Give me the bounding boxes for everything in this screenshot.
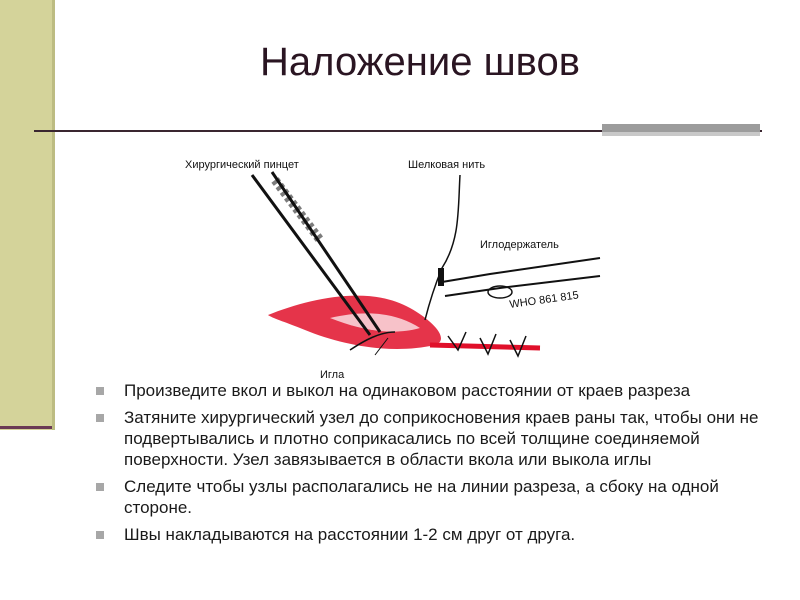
suturing-illustration — [180, 150, 620, 380]
bullet-marker — [96, 414, 104, 422]
bullet-item — [94, 380, 774, 401]
bullet-marker — [96, 387, 104, 395]
bullet-marker — [96, 483, 104, 491]
slide-title: Наложение швов — [260, 40, 580, 84]
label-needle: Игла — [320, 369, 345, 380]
needle-holder-hinge — [438, 268, 444, 286]
title-underline-accent-shadow — [602, 132, 760, 136]
bullet-text: Следите чтобы узлы располагались не на линии разреза, а сбоку на одной стороне. — [124, 477, 719, 517]
bullet-item — [94, 524, 774, 545]
label-code: WHO 861 815 — [508, 289, 580, 311]
silk-thread — [425, 175, 460, 320]
bullet-list — [94, 380, 774, 551]
bullet-text: Швы накладываются на расстоянии 1-2 см друг от друга. — [124, 525, 576, 544]
bullet-marker — [96, 531, 104, 539]
label-needle-holder: Иглодержатель — [480, 239, 559, 251]
title-underline-accent — [602, 124, 760, 132]
bullet-text: Произведите вкол и выкол на одинаковом расстоянии от краев разреза — [124, 381, 691, 400]
left-accent-line — [0, 426, 52, 429]
bullet-item — [94, 407, 774, 470]
label-forceps: Хирургический пинцет — [185, 159, 299, 171]
label-silk-thread: Шелковая нить — [408, 159, 486, 171]
bullet-text: Затяните хирургический узел до соприкосновения краев раны так, чтобы они не подвертывались и плотно соприкасались по всей толщине соединяемой поверхности. Узел завязывается в области вкола или выкола иглы — [124, 408, 759, 469]
bullet-item — [94, 476, 774, 518]
stitch-2 — [480, 334, 496, 354]
